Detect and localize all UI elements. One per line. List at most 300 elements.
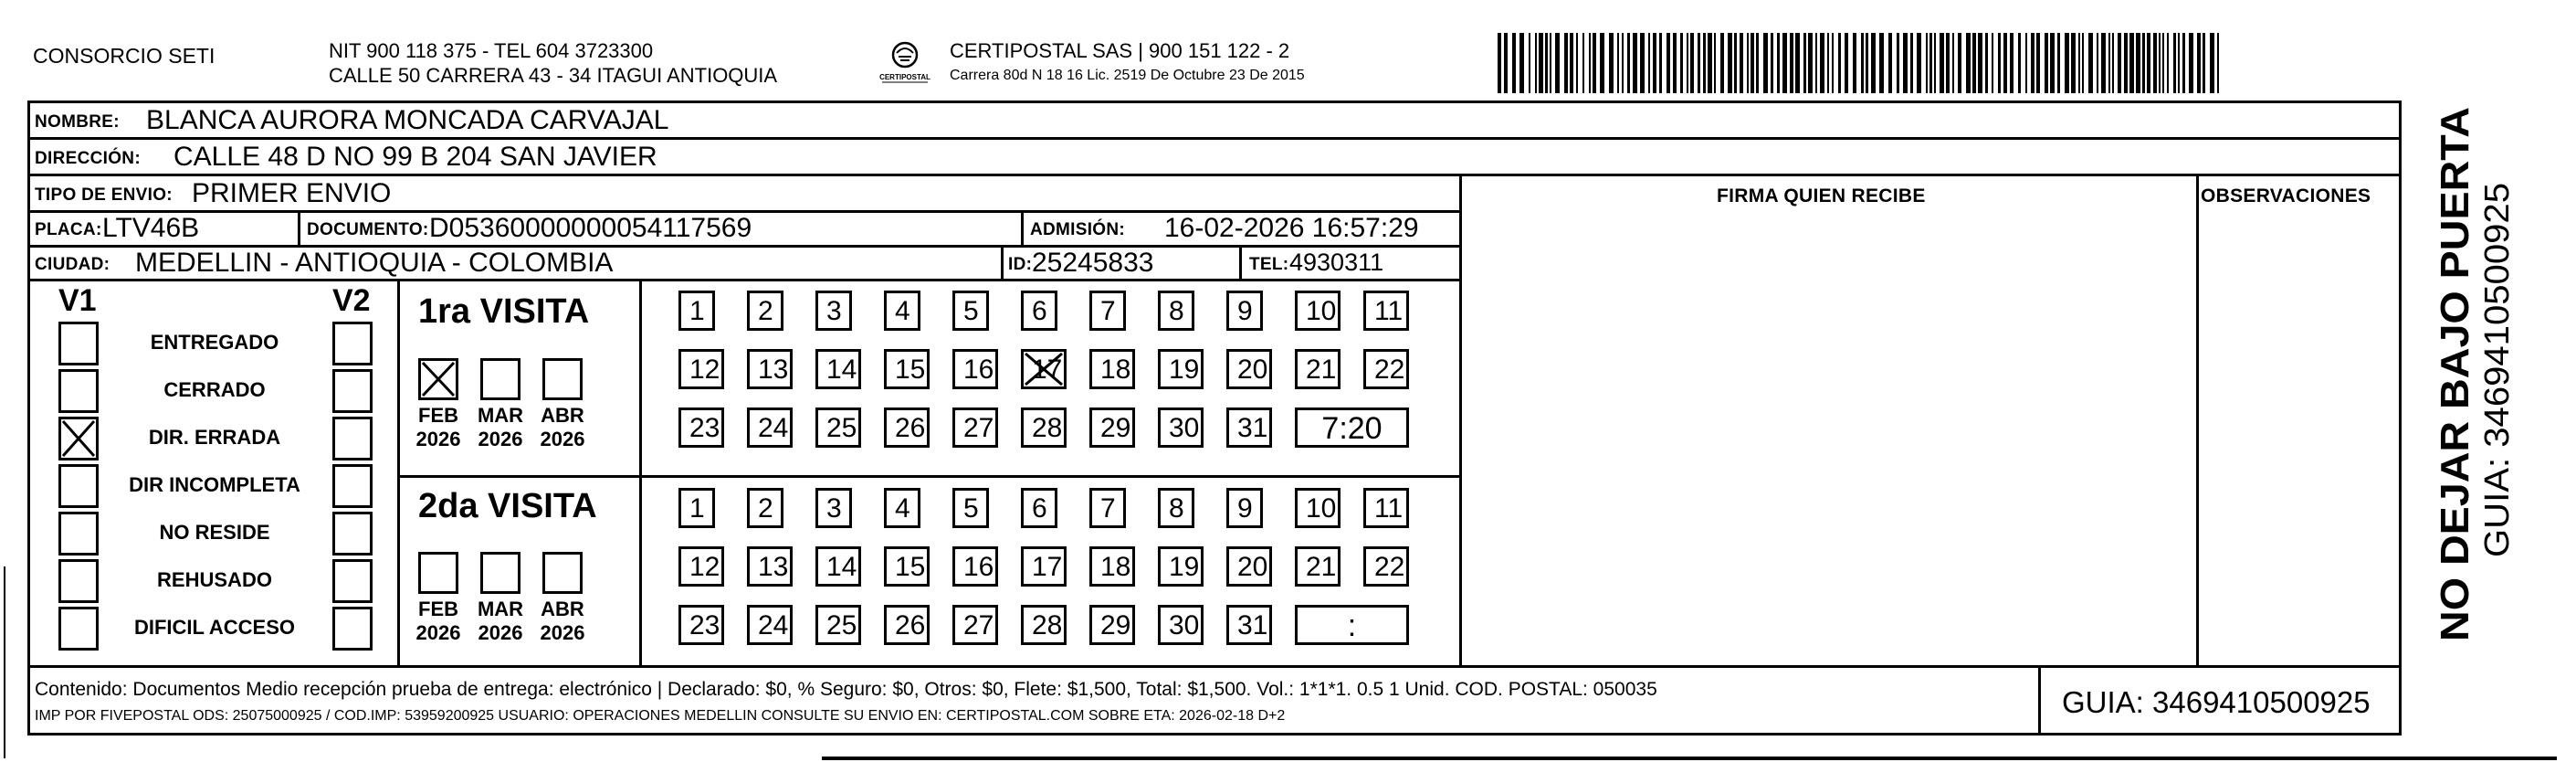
reason-label-0: ENTREGADO	[150, 331, 279, 354]
barcode-bar-74	[1972, 33, 1976, 93]
barcode-bar-40	[1751, 33, 1754, 93]
barcode-bar-80	[2010, 33, 2013, 93]
second-day-label-1: 1	[689, 493, 705, 524]
barcode-bar-49	[1808, 33, 1813, 93]
first-day-label-11: 11	[1374, 296, 1404, 326]
second-day-label-22: 22	[1374, 552, 1405, 582]
second-day-2[interactable]	[747, 488, 783, 528]
second-day-label-21: 21	[1306, 552, 1337, 582]
contenido-text: Contenido: Documentos Medio recepción prueba de entrega: electrónico | Declarado: $0, % Seguro: $0, Otros: $0, Flete: $1,500, Total: $1,500. Vol.: 1*1*1. 0.5 1 Unid. COD. POSTAL: 050035	[35, 679, 1657, 700]
barcode-bar-50	[1815, 33, 1817, 93]
first-day-label-10: 10	[1306, 296, 1337, 326]
v1-checkbox-5[interactable]	[58, 559, 99, 603]
first-day-18[interactable]	[1089, 349, 1135, 389]
first-day-21[interactable]	[1295, 349, 1341, 389]
direccion-value: CALLE 48 D NO 99 B 204 SAN JAVIER	[173, 142, 657, 172]
first-month-label-abr: ABR 2026	[540, 404, 585, 450]
second-day-label-4: 4	[895, 493, 910, 524]
second-day-label-24: 24	[758, 610, 789, 640]
barcode-bar-100	[2136, 33, 2140, 93]
second-day-26[interactable]	[884, 605, 930, 645]
barcode-bar-64	[1910, 33, 1913, 93]
first-day-25[interactable]	[815, 407, 861, 448]
barcode-bar-91	[2082, 33, 2084, 93]
barcode-bar-48	[1803, 33, 1806, 93]
second-day-10[interactable]	[1295, 488, 1341, 528]
barcode-bar-16	[1600, 33, 1604, 93]
first-day-label-25: 25	[826, 413, 857, 443]
barcode-bar-32	[1703, 33, 1706, 93]
v2-checkbox-2[interactable]	[332, 417, 373, 460]
barcode-bar-75	[1978, 33, 1982, 93]
barcode-bar-103	[2153, 33, 2157, 93]
barcode-bar-42	[1763, 33, 1768, 93]
first-day-3[interactable]	[815, 291, 852, 331]
first-day-8[interactable]	[1158, 291, 1194, 331]
second-day-11[interactable]	[1363, 488, 1409, 528]
second-visit-title: 2da VISITA	[418, 487, 597, 525]
barcode-bar-1	[1504, 33, 1508, 93]
second-month-label-abr: ABR 2026	[540, 598, 585, 644]
second-day-19[interactable]	[1158, 546, 1204, 587]
side-warning: NO DEJAR BAJO PUERTA	[2433, 137, 2477, 641]
v2-checkbox-5[interactable]	[332, 559, 373, 603]
barcode-bar-83	[2031, 33, 2035, 93]
first-day-4[interactable]	[884, 291, 920, 331]
second-day-5[interactable]	[952, 488, 989, 528]
barcode-bar-55	[1845, 33, 1848, 93]
barcode-bar-28	[1680, 33, 1683, 93]
barcode-bar-27	[1673, 33, 1677, 93]
first-day-label-18: 18	[1100, 355, 1131, 385]
second-day-label-3: 3	[826, 493, 842, 524]
barcode-bar-9	[1555, 33, 1560, 93]
first-day-9[interactable]	[1226, 291, 1263, 331]
placa-value: LTV46B	[102, 213, 200, 243]
barcode-bar-111	[2197, 33, 2201, 93]
barcode-bar-12	[1576, 33, 1578, 93]
first-day-label-29: 29	[1100, 413, 1131, 443]
second-day-label-19: 19	[1169, 552, 1200, 582]
second-day-label-27: 27	[963, 610, 994, 640]
tipo-envio-label: TIPO DE ENVIO:	[35, 185, 173, 205]
second-day-4[interactable]	[884, 488, 920, 528]
first-day-6[interactable]	[1021, 291, 1057, 331]
second-day-label-5: 5	[963, 493, 979, 524]
reason-label-3: DIR INCOMPLETA	[129, 473, 300, 496]
first-day-label-17: 17	[1032, 355, 1063, 385]
barcode-bar-96	[2112, 33, 2114, 93]
first-day-14[interactable]	[815, 349, 861, 389]
second-day-label-29: 29	[1100, 610, 1131, 640]
imp-text: IMP POR FIVEPOSTAL ODS: 25075000925 / COD.IMP: 53959200925 USUARIO: OPERACIONES MEDELLIN CONSULTE SU ENVIO EN: CERTIPOSTAL.COM SOBRE ETA: 2026-02-18 D+2	[35, 708, 1286, 724]
nit-line: NIT 900 118 375 - TEL 604 3723300	[329, 39, 654, 62]
barcode-bar-8	[1550, 33, 1551, 93]
barcode-bar-61	[1888, 33, 1892, 93]
second-month-label-mar: MAR 2026	[477, 598, 524, 644]
second-day-label-23: 23	[689, 610, 720, 640]
first-day-label-22: 22	[1374, 355, 1405, 385]
barcode-bar-76	[1985, 33, 1988, 93]
barcode-bar-92	[2088, 33, 2093, 93]
barcode-bar-15	[1593, 33, 1596, 93]
barcode-bar-34	[1714, 33, 1716, 93]
first-day-24[interactable]	[747, 407, 793, 448]
reason-label-1: CERRADO	[163, 378, 266, 401]
second-month-box-feb[interactable]	[418, 552, 458, 594]
first-day-19[interactable]	[1158, 349, 1204, 389]
barcode-bar-31	[1698, 33, 1700, 93]
first-month-box-feb[interactable]	[418, 358, 458, 400]
admision-label: ADMISIÓN:	[1030, 220, 1126, 239]
second-day-24[interactable]	[747, 605, 793, 645]
v1-checkbox-0[interactable]	[58, 322, 99, 365]
barcode-bar-69	[1940, 33, 1944, 93]
first-day-26[interactable]	[884, 407, 930, 448]
v2-checkbox-4[interactable]	[332, 512, 373, 556]
first-day-label-7: 7	[1100, 296, 1116, 326]
barcode-bar-18	[1617, 33, 1619, 93]
first-month-box-abr[interactable]	[542, 358, 583, 400]
first-day-31[interactable]	[1226, 407, 1272, 448]
second-day-label-12: 12	[689, 552, 720, 582]
v1-checkbox-3[interactable]	[58, 464, 99, 508]
first-visit-time: 7:20	[1321, 411, 1383, 446]
first-day-label-12: 12	[689, 355, 720, 385]
barcode-bar-58	[1866, 33, 1868, 93]
direccion-label: DIRECCIÓN:	[35, 149, 141, 168]
barcode-bar-102	[2147, 33, 2150, 93]
first-day-13[interactable]	[747, 349, 793, 389]
barcode-bar-53	[1832, 33, 1834, 93]
second-day-label-31: 31	[1237, 610, 1268, 640]
left-edge-mark	[4, 566, 5, 758]
barcode-bar-54	[1838, 33, 1841, 93]
barcode-bar-73	[1966, 33, 1971, 93]
barcode-bar-20	[1627, 33, 1630, 93]
barcode-bar-46	[1790, 33, 1793, 93]
second-day-14[interactable]	[815, 546, 861, 587]
reason-label-5: REHUSADO	[157, 568, 272, 591]
barcode-bar-62	[1897, 33, 1899, 93]
first-day-16[interactable]	[952, 349, 998, 389]
barcode-bar-110	[2189, 33, 2193, 93]
first-month-label-feb: FEB 2026	[415, 404, 461, 450]
barcode-bar-88	[2065, 33, 2069, 93]
barcode-bar-60	[1879, 33, 1884, 93]
barcode-bar-101	[2142, 33, 2145, 93]
first-day-label-4: 4	[895, 296, 910, 326]
barcode-bar-82	[2025, 33, 2027, 93]
first-day-label-2: 2	[758, 296, 773, 326]
barcode-bar-25	[1659, 33, 1662, 93]
first-day-label-8: 8	[1169, 296, 1184, 326]
barcode-bar-13	[1582, 33, 1584, 93]
first-day-label-19: 19	[1169, 355, 1200, 385]
v1-label: V1	[58, 283, 97, 318]
second-day-12[interactable]	[678, 546, 724, 587]
nombre-label: NOMBRE:	[35, 112, 120, 132]
barcode-bar-57	[1861, 33, 1864, 93]
side-text	[2415, 101, 2525, 649]
barcode-bar-44	[1777, 33, 1780, 93]
first-day-label-30: 30	[1169, 413, 1200, 443]
first-day-label-27: 27	[963, 413, 994, 443]
documento-value: D05360000000054117569	[429, 213, 752, 243]
first-day-1[interactable]	[678, 291, 715, 331]
v2-checkbox-0[interactable]	[332, 322, 373, 365]
barcode-bar-112	[2203, 33, 2205, 93]
first-day-label-15: 15	[895, 355, 926, 385]
second-day-30[interactable]	[1158, 605, 1204, 645]
second-day-3[interactable]	[815, 488, 852, 528]
barcode-bar-6	[1539, 33, 1543, 93]
v1-checkbox-4[interactable]	[58, 512, 99, 556]
barcode-bar-109	[2182, 33, 2185, 93]
barcode-bar-14	[1589, 33, 1591, 93]
barcode-bar-94	[2101, 33, 2106, 93]
barcode-bar-26	[1667, 33, 1670, 93]
barcode-bar-68	[1934, 33, 1936, 93]
barcode-bar-29	[1687, 33, 1688, 93]
barcode-bar-79	[2003, 33, 2007, 93]
second-day-label-20: 20	[1237, 552, 1268, 582]
barcode-bar-52	[1827, 33, 1829, 93]
barcode-bar-78	[1998, 33, 2001, 93]
second-day-label-14: 14	[826, 552, 857, 582]
first-day-label-9: 9	[1237, 296, 1253, 326]
first-day-label-31: 31	[1237, 413, 1268, 443]
reason-label-2: DIR. ERRADA	[148, 426, 281, 449]
barcode-bar-99	[2129, 33, 2134, 93]
barcode-bar-10	[1564, 33, 1568, 93]
second-day-9[interactable]	[1226, 488, 1263, 528]
second-day-28[interactable]	[1021, 605, 1067, 645]
barcode-bar-72	[1958, 33, 1961, 93]
second-day-29[interactable]	[1089, 605, 1135, 645]
id-label: ID:	[1008, 255, 1033, 274]
tipo-envio-value: PRIMER ENVIO	[192, 178, 392, 208]
documento-label: DOCUMENTO:	[307, 220, 429, 239]
first-day-11[interactable]	[1363, 291, 1409, 331]
second-day-25[interactable]	[815, 605, 861, 645]
second-visit-time-box[interactable]	[1295, 605, 1409, 645]
barcode-bar-37	[1734, 33, 1737, 93]
barcode-bar-95	[2108, 33, 2110, 93]
second-day-label-30: 30	[1169, 610, 1200, 640]
barcode-bar-66	[1926, 33, 1928, 93]
barcode-bar-90	[2078, 33, 2080, 93]
barcode-bar-45	[1782, 33, 1787, 93]
barcode-bar-41	[1756, 33, 1759, 93]
barcode-bar-77	[1992, 33, 1993, 93]
barcode-bar-38	[1740, 33, 1743, 93]
barcode-bar-21	[1633, 33, 1637, 93]
second-day-23[interactable]	[678, 605, 724, 645]
second-day-label-11: 11	[1374, 493, 1404, 524]
second-day-21[interactable]	[1295, 546, 1341, 587]
tel-value: 4930311	[1289, 249, 1384, 276]
barcode-bar-107	[2173, 33, 2176, 93]
first-day-22[interactable]	[1363, 349, 1409, 389]
barcode-bar-7	[1545, 33, 1548, 93]
second-day-31[interactable]	[1226, 605, 1272, 645]
barcode-bar-87	[2057, 33, 2060, 93]
barcode-bar-22	[1640, 33, 1645, 93]
barcode-bar-23	[1648, 33, 1650, 93]
second-day-7[interactable]	[1089, 488, 1126, 528]
barcode-bar-51	[1820, 33, 1824, 93]
barcode-bar-59	[1871, 33, 1876, 93]
bottom-rule	[822, 757, 2557, 760]
ciudad-value: MEDELLIN - ANTIOQUIA - COLOMBIA	[135, 248, 614, 278]
first-day-7[interactable]	[1089, 291, 1126, 331]
second-day-label-9: 9	[1237, 493, 1253, 524]
first-day-27[interactable]	[952, 407, 998, 448]
barcode-bar-81	[2018, 33, 2021, 93]
first-visit-time-box[interactable]	[1295, 407, 1409, 448]
barcode-bar-5	[1535, 33, 1537, 93]
v2-label: V2	[332, 283, 371, 318]
barcode-bar-11	[1570, 33, 1573, 93]
barcode-bar-70	[1946, 33, 1950, 93]
second-visit-time: :	[1347, 609, 1357, 643]
barcode-bar-47	[1795, 33, 1800, 93]
first-day-2[interactable]	[747, 291, 783, 331]
second-day-label-8: 8	[1169, 493, 1184, 524]
barcode-bar-85	[2045, 33, 2048, 93]
firma-label: FIRMA QUIEN RECIBE	[1717, 185, 1926, 206]
barcode-bar-39	[1747, 33, 1749, 93]
barcode-bar-65	[1917, 33, 1921, 93]
second-day-15[interactable]	[884, 546, 930, 587]
footer-guia: GUIA: 3469410500925	[2062, 685, 2371, 719]
first-visit-title: 1ra VISITA	[418, 292, 590, 331]
barcode	[1498, 33, 2221, 93]
second-day-6[interactable]	[1021, 488, 1057, 528]
company-name: CONSORCIO SETI	[33, 44, 216, 68]
first-day-5[interactable]	[952, 291, 989, 331]
second-day-1[interactable]	[678, 488, 715, 528]
second-month-label-feb: FEB 2026	[415, 598, 461, 644]
check-x-icon	[61, 419, 96, 458]
barcode-bar-105	[2162, 33, 2164, 93]
carrier-line: CERTIPOSTAL SAS | 900 151 122 - 2	[950, 39, 1290, 62]
placa-label: PLACA:	[35, 220, 102, 239]
second-day-20[interactable]	[1226, 546, 1272, 587]
barcode-bar-56	[1853, 33, 1856, 93]
second-day-16[interactable]	[952, 546, 998, 587]
first-day-label-1: 1	[689, 296, 705, 326]
observaciones-label: OBSERVACIONES	[2201, 185, 2371, 206]
barcode-bar-24	[1653, 33, 1656, 93]
first-day-10[interactable]	[1295, 291, 1341, 331]
barcode-bar-2	[1512, 33, 1516, 93]
second-day-label-17: 17	[1032, 552, 1063, 582]
first-day-label-26: 26	[895, 413, 926, 443]
certipostal-logo-icon	[877, 37, 933, 88]
v2-checkbox-1[interactable]	[332, 369, 373, 413]
first-day-label-24: 24	[758, 413, 789, 443]
first-day-label-3: 3	[826, 296, 842, 326]
barcode-bar-114	[2217, 33, 2219, 93]
first-day-12[interactable]	[678, 349, 724, 389]
first-day-29[interactable]	[1089, 407, 1135, 448]
barcode-bar-4	[1529, 33, 1530, 93]
barcode-bar-63	[1903, 33, 1908, 93]
nombre-value: BLANCA AURORA MONCADA CARVAJAL	[146, 105, 669, 135]
svg-text:CERTIPOSTAL: CERTIPOSTAL	[879, 73, 931, 81]
second-day-13[interactable]	[747, 546, 793, 587]
second-day-label-16: 16	[963, 552, 994, 582]
v1-checkbox-2[interactable]	[58, 417, 99, 460]
first-month-box-mar[interactable]	[480, 358, 520, 400]
barcode-bar-33	[1708, 33, 1712, 93]
barcode-bar-106	[2167, 33, 2169, 93]
first-month-label-mar: MAR 2026	[477, 404, 524, 450]
reason-label-4: NO RESIDE	[159, 521, 270, 544]
second-day-17[interactable]	[1021, 546, 1067, 587]
barcode-bar-19	[1622, 33, 1624, 93]
v2-checkbox-6[interactable]	[332, 607, 373, 651]
barcode-bar-93	[2097, 33, 2098, 93]
first-day-label-5: 5	[963, 296, 979, 326]
barcode-bar-84	[2036, 33, 2040, 93]
second-day-27[interactable]	[952, 605, 998, 645]
second-day-label-18: 18	[1100, 552, 1131, 582]
barcode-bar-97	[2118, 33, 2121, 93]
first-day-30[interactable]	[1158, 407, 1204, 448]
v2-checkbox-3[interactable]	[332, 464, 373, 508]
carrier-sub: Carrera 80d N 18 16 Lic. 2519 De Octubre 23 De 2015	[950, 68, 1305, 83]
barcode-bar-67	[1929, 33, 1932, 93]
second-day-label-2: 2	[758, 493, 773, 524]
id-value: 25245833	[1032, 248, 1154, 278]
barcode-bar-36	[1728, 33, 1732, 93]
barcode-bar-71	[1952, 33, 1954, 93]
barcode-bar-0	[1498, 33, 1501, 93]
first-day-label-16: 16	[963, 355, 994, 385]
barcode-bar-35	[1720, 33, 1724, 93]
barcode-bar-108	[2178, 33, 2180, 93]
first-day-label-20: 20	[1237, 355, 1268, 385]
second-day-8[interactable]	[1158, 488, 1194, 528]
first-day-label-23: 23	[689, 413, 720, 443]
second-day-label-26: 26	[895, 610, 926, 640]
barcode-bar-3	[1519, 33, 1524, 93]
first-day-label-21: 21	[1306, 355, 1337, 385]
second-day-label-7: 7	[1100, 493, 1116, 524]
second-day-22[interactable]	[1363, 546, 1409, 587]
second-day-18[interactable]	[1089, 546, 1135, 587]
first-day-label-28: 28	[1032, 413, 1063, 443]
tel-label: TEL:	[1249, 255, 1289, 274]
second-day-label-10: 10	[1306, 493, 1337, 524]
second-month-box-mar[interactable]	[480, 552, 520, 594]
first-day-20[interactable]	[1226, 349, 1272, 389]
v1-checkbox-6[interactable]	[58, 607, 99, 651]
first-day-15[interactable]	[884, 349, 930, 389]
first-day-17[interactable]	[1021, 349, 1067, 389]
first-day-label-14: 14	[826, 355, 857, 385]
barcode-bar-98	[2124, 33, 2128, 93]
first-day-label-6: 6	[1032, 296, 1047, 326]
second-month-box-abr[interactable]	[542, 552, 583, 594]
first-day-23[interactable]	[678, 407, 724, 448]
v1-checkbox-1[interactable]	[58, 369, 99, 413]
second-day-label-25: 25	[826, 610, 857, 640]
first-day-28[interactable]	[1021, 407, 1067, 448]
